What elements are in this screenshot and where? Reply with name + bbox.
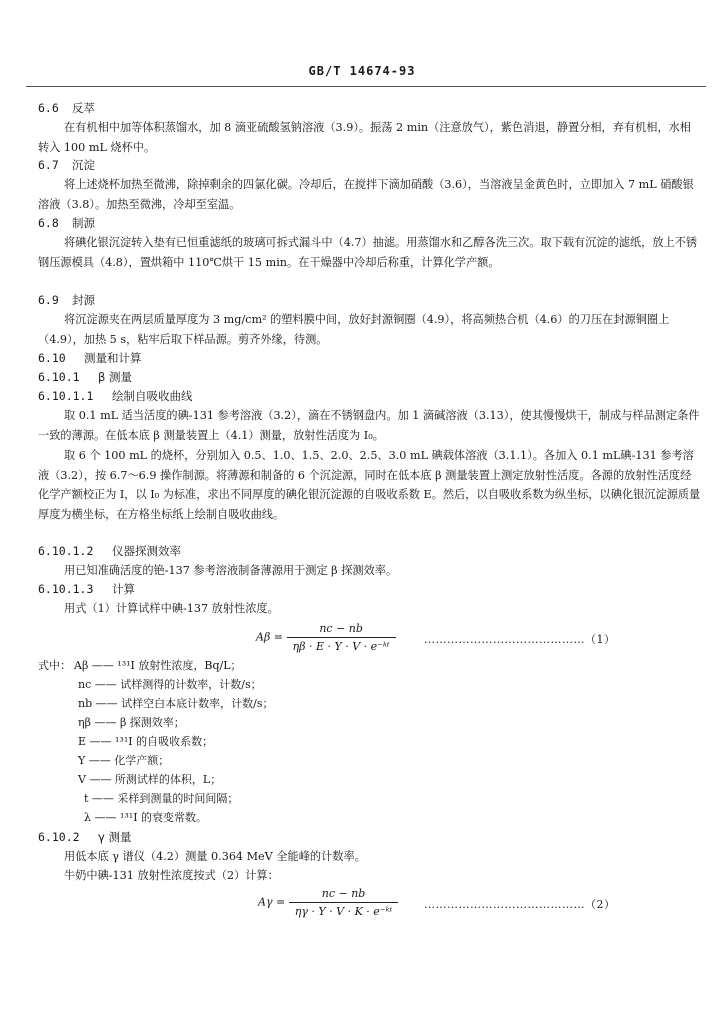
section-6-10-2-heading: [38, 829, 131, 845]
formula-1-number: ……………………………………（1）: [424, 633, 616, 646]
section-6-10-heading: [38, 350, 142, 366]
formula-2-denominator: ηγ · Y · V · K · e⁻ᵏᵗ: [294, 905, 393, 918]
symbol-definition: E —— ¹³¹I 的自吸收系数；: [78, 735, 214, 748]
section-6-6-text: 在有机相中加等体积蒸馏水，加 8 滴亚硫酸氢钠溶液（3.9）。振荡 2 min（注意放气），紫色消退，静置分相，弃有机相，水相转入 100 mL 烧杯中。: [38, 121, 692, 154]
section-6-10-1-1-para-2: 取 6 个 100 mL 的烧杯，分别加入 0.5、1.0、1.5、2.0、2.5、3.0 mL 碘载体溶液（3.1.1）。各加入 0.1 mL碘-131 参考溶液（3.2），按 6.7～6.9 操作制源。将薄源和制备的 6 个沉淀源，同时在低本底 β 测量装置上测定放射性活度。各源的放射性活度经化学产额校正为 I，以 I₀ 为标准，求出不同厚度的碘化银沉淀源的自吸收系数 E。然后，以自吸收系数为纵坐标，以碘化银沉淀源质量厚度为横坐标，在方格坐标纸上绘制自吸收曲线。: [38, 449, 701, 521]
section-number: 6.10.1: [38, 370, 80, 384]
section-title: γ 测量: [98, 830, 132, 844]
formula-2-number: ……………………………………（2）: [424, 898, 616, 911]
symbol-definition: Aβ —— ¹³¹I 放射性浓度，Bq/L；: [74, 659, 242, 672]
section-6-7-heading: [38, 157, 95, 173]
section-number: 6.10.2: [38, 830, 80, 844]
section-title: 绘制自吸收曲线: [112, 389, 193, 403]
symbol-definition: nc —— 试样测得的计数率，计数/s；: [78, 678, 262, 691]
section-6-6-heading: [38, 100, 95, 116]
section-number: 6.7: [38, 158, 59, 172]
section-number: 6.10.1.2: [38, 544, 94, 558]
section-number: 6.8: [38, 216, 59, 230]
formula-1-lhs: Aβ =: [256, 630, 284, 644]
section-number: 6.10.1.1: [38, 389, 94, 403]
symbol-definition: Y —— 化学产额；: [78, 754, 170, 767]
section-number: 6.10: [38, 351, 66, 365]
section-6-10-1-3-heading: [38, 581, 135, 597]
section-title: 测量和计算: [84, 351, 142, 365]
where-intro: 式中：: [38, 659, 71, 672]
section-6-10-1-3-text: 用式（1）计算试样中碘-137 放射性浓度。: [64, 602, 279, 615]
section-title: 封源: [72, 293, 95, 307]
section-6-10-1-1-heading: [38, 388, 193, 404]
formula-1-denominator: ηβ · E · Y · V · e⁻ᵏᵗ: [292, 640, 390, 653]
section-title: 反萃: [72, 101, 95, 115]
section-6-9-text: 将沉淀源夹在两层质量厚度为 3 mg/cm² 的塑料膜中间，放好封源铜圈（4.9），将高频热合机（4.6）的刀压在封源铜圈上（4.9），加热 5 s，粘牢后取下样品源。剪齐外缘，待测。: [38, 313, 670, 346]
section-6-10-1-2-text: 用已知准确活度的铯-137 参考溶液制备薄源用于测定 β 探测效率。: [64, 564, 398, 577]
section-6-7-text: 将上述烧杯加热至微沸，除掉剩余的四氯化碳。冷却后，在搅拌下滴加硝酸（3.6），当溶液呈金黄色时，立即加入 7 mL 硝酸银溶液（3.8）。加热至微沸，冷却至室温。: [38, 178, 694, 211]
symbol-definition: V —— 所测试样的体积，L；: [78, 773, 222, 786]
section-6-8-text: 将碘化银沉淀转入垫有已恒重滤纸的玻璃可拆式漏斗中（4.7）抽滤。用蒸馏水和乙醇各洗三次。取下载有沉淀的滤纸，放上不锈钢压源模具（4.8），置烘箱中 110℃烘干 15 min。在干燥器中冷却后称重，计算化学产额。: [38, 236, 698, 269]
section-title: 仪器探测效率: [112, 544, 181, 558]
section-title: 计算: [112, 582, 135, 596]
section-6-10-2-para-1: 用低本底 γ 谱仪（4.2）测量 0.364 MeV 全能峰的计数率。: [64, 850, 366, 863]
formula-1-numerator: nc − nb: [287, 622, 396, 638]
section-6-9-heading: [38, 292, 95, 308]
section-6-8-heading: [38, 215, 95, 231]
formula-2-numerator: nc − nb: [289, 887, 399, 903]
formula-1-fraction: [287, 622, 396, 653]
section-6-10-1-heading: [38, 369, 132, 385]
section-title: β 测量: [98, 370, 132, 384]
section-title: 沉淀: [72, 158, 95, 172]
formula-2: [258, 887, 398, 918]
symbol-definition: nb —— 试样空白本底计数率，计数/s；: [78, 697, 274, 710]
formula-1: [256, 622, 396, 653]
standard-code-header: GB/T 14674-93: [308, 64, 416, 78]
formula-2-fraction: [289, 887, 399, 918]
section-title: 制源: [72, 216, 95, 230]
symbol-definition: t —— 采样到测量的时间间隔；: [84, 792, 239, 805]
formula-2-lhs: Aγ =: [258, 895, 286, 909]
section-6-10-1-1-para-1: 取 0.1 mL 适当活度的碘-131 参考溶液（3.2），滴在不锈钢盘内。加 1 滴碱溶液（3.13），使其慢慢烘干，制成与样品测定条件一致的薄源。在低本底 β 测量装置上（4.1）测量，放射性活度为 I₀。: [38, 409, 700, 442]
symbol-definition: ηβ —— β 探测效率；: [78, 716, 185, 729]
header-rule: [26, 86, 706, 87]
symbol-definition: λ —— ¹³¹I 的衰变常数。: [84, 811, 208, 824]
section-6-10-2-para-2: 牛奶中碘-131 放射性浓度按式（2）计算：: [64, 869, 279, 882]
section-6-10-1-2-heading: [38, 543, 181, 559]
section-number: 6.10.1.3: [38, 582, 94, 596]
section-number: 6.9: [38, 293, 59, 307]
section-number: 6.6: [38, 101, 59, 115]
